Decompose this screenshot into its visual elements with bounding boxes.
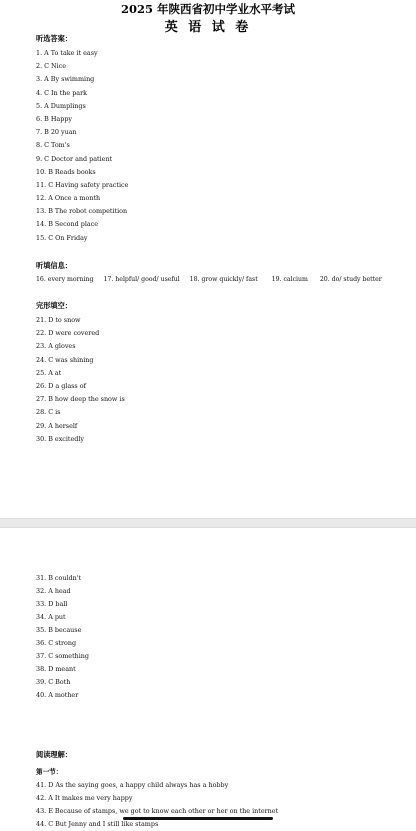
list-item: 14. B Second place: [36, 220, 99, 229]
cloze-section-title: 完形填空：: [36, 301, 72, 310]
list-item: 30. B excitedly: [36, 434, 85, 443]
list-item: 27. B how deep the snow is: [36, 395, 125, 404]
info-fill-answers: [36, 276, 390, 283]
reading-section-title: 阅读理解：: [36, 750, 72, 759]
list-item: 23. A gloves: [36, 342, 76, 351]
list-item: 2. C Nice: [36, 62, 67, 71]
fill-answer: 16. every morning: [36, 276, 94, 283]
list-item: 29. A herself: [36, 421, 78, 430]
pen-underline-mark: [123, 817, 273, 820]
list-item: 9. C Doctor and patient: [36, 154, 113, 163]
list-item: 38. D meant: [36, 665, 76, 673]
list-item: 41. D As the saying goes, a happy child always has a hobby: [36, 781, 229, 789]
cloze-answer-list-part1: [36, 314, 125, 446]
list-item: 1. A To take it easy: [36, 49, 98, 57]
list-item: 11. C Having safety practice: [36, 180, 129, 189]
list-item: 13. B The robot competition: [36, 207, 128, 216]
list-item: 26. D a glass of: [36, 381, 86, 390]
list-item: 6. B Happy: [36, 114, 73, 123]
list-item: 33. D ball: [36, 600, 68, 608]
listening-section-title: 听选答案：: [36, 34, 72, 43]
fill-answer: 20. do/ study better: [319, 276, 382, 283]
listening-answer-list: [36, 47, 128, 245]
list-item: 4. C In the park: [36, 88, 88, 97]
list-item: 44. C But Jenny and I still like stamps: [36, 820, 159, 828]
document-page-2: [0, 528, 416, 830]
list-item: 34. A put: [36, 613, 66, 621]
list-item: 25. A at: [36, 368, 62, 377]
fill-answer: 17. helpful/ good/ useful: [103, 276, 180, 283]
list-item: 3. A By swimming: [36, 75, 95, 84]
list-item: 35. B because: [36, 626, 82, 634]
list-item: 22. D were covered: [36, 329, 100, 338]
list-item: 39. C Both: [36, 678, 71, 686]
list-item: 36. C strong: [36, 639, 77, 647]
cloze-answer-list-part2: [36, 572, 89, 702]
document-title: 2025 年陕西省初中学业水平考试: [120, 2, 295, 16]
list-item: 12. A Once a month: [36, 194, 101, 203]
list-item: 42. A It makes me very happy: [36, 794, 133, 802]
info-fill-section-title: 听填信息：: [36, 261, 72, 270]
list-item: 43. E Because of stamps, we got to know each other or her on the internet: [36, 807, 279, 815]
fill-answer: 18. grow quickly/ fast: [189, 276, 258, 283]
list-item: 7. B 20 yuan: [36, 128, 77, 137]
list-item: 21. D to snow: [36, 316, 81, 324]
page-divider: [0, 518, 416, 528]
list-item: 31. B couldn't: [36, 574, 82, 582]
list-item: 8. C Tom's: [36, 141, 70, 150]
list-item: 37. C something: [36, 652, 90, 660]
document-subtitle: 英 语 试 卷: [164, 20, 252, 35]
list-item: 24. C was shining: [36, 355, 94, 364]
list-item: 15. C On Friday: [36, 233, 88, 242]
list-item: 28. C is: [36, 408, 61, 417]
list-item: 10. B Reads books: [36, 167, 96, 176]
list-item: 5. A Dumplings: [36, 101, 86, 110]
reading-subsection-title: 第一节：: [36, 768, 63, 776]
list-item: 40. A mother: [36, 691, 79, 699]
list-item: 32. A head: [36, 587, 71, 595]
fill-answer: 19. calcium: [271, 276, 308, 283]
reading-answer-list: [36, 779, 278, 831]
